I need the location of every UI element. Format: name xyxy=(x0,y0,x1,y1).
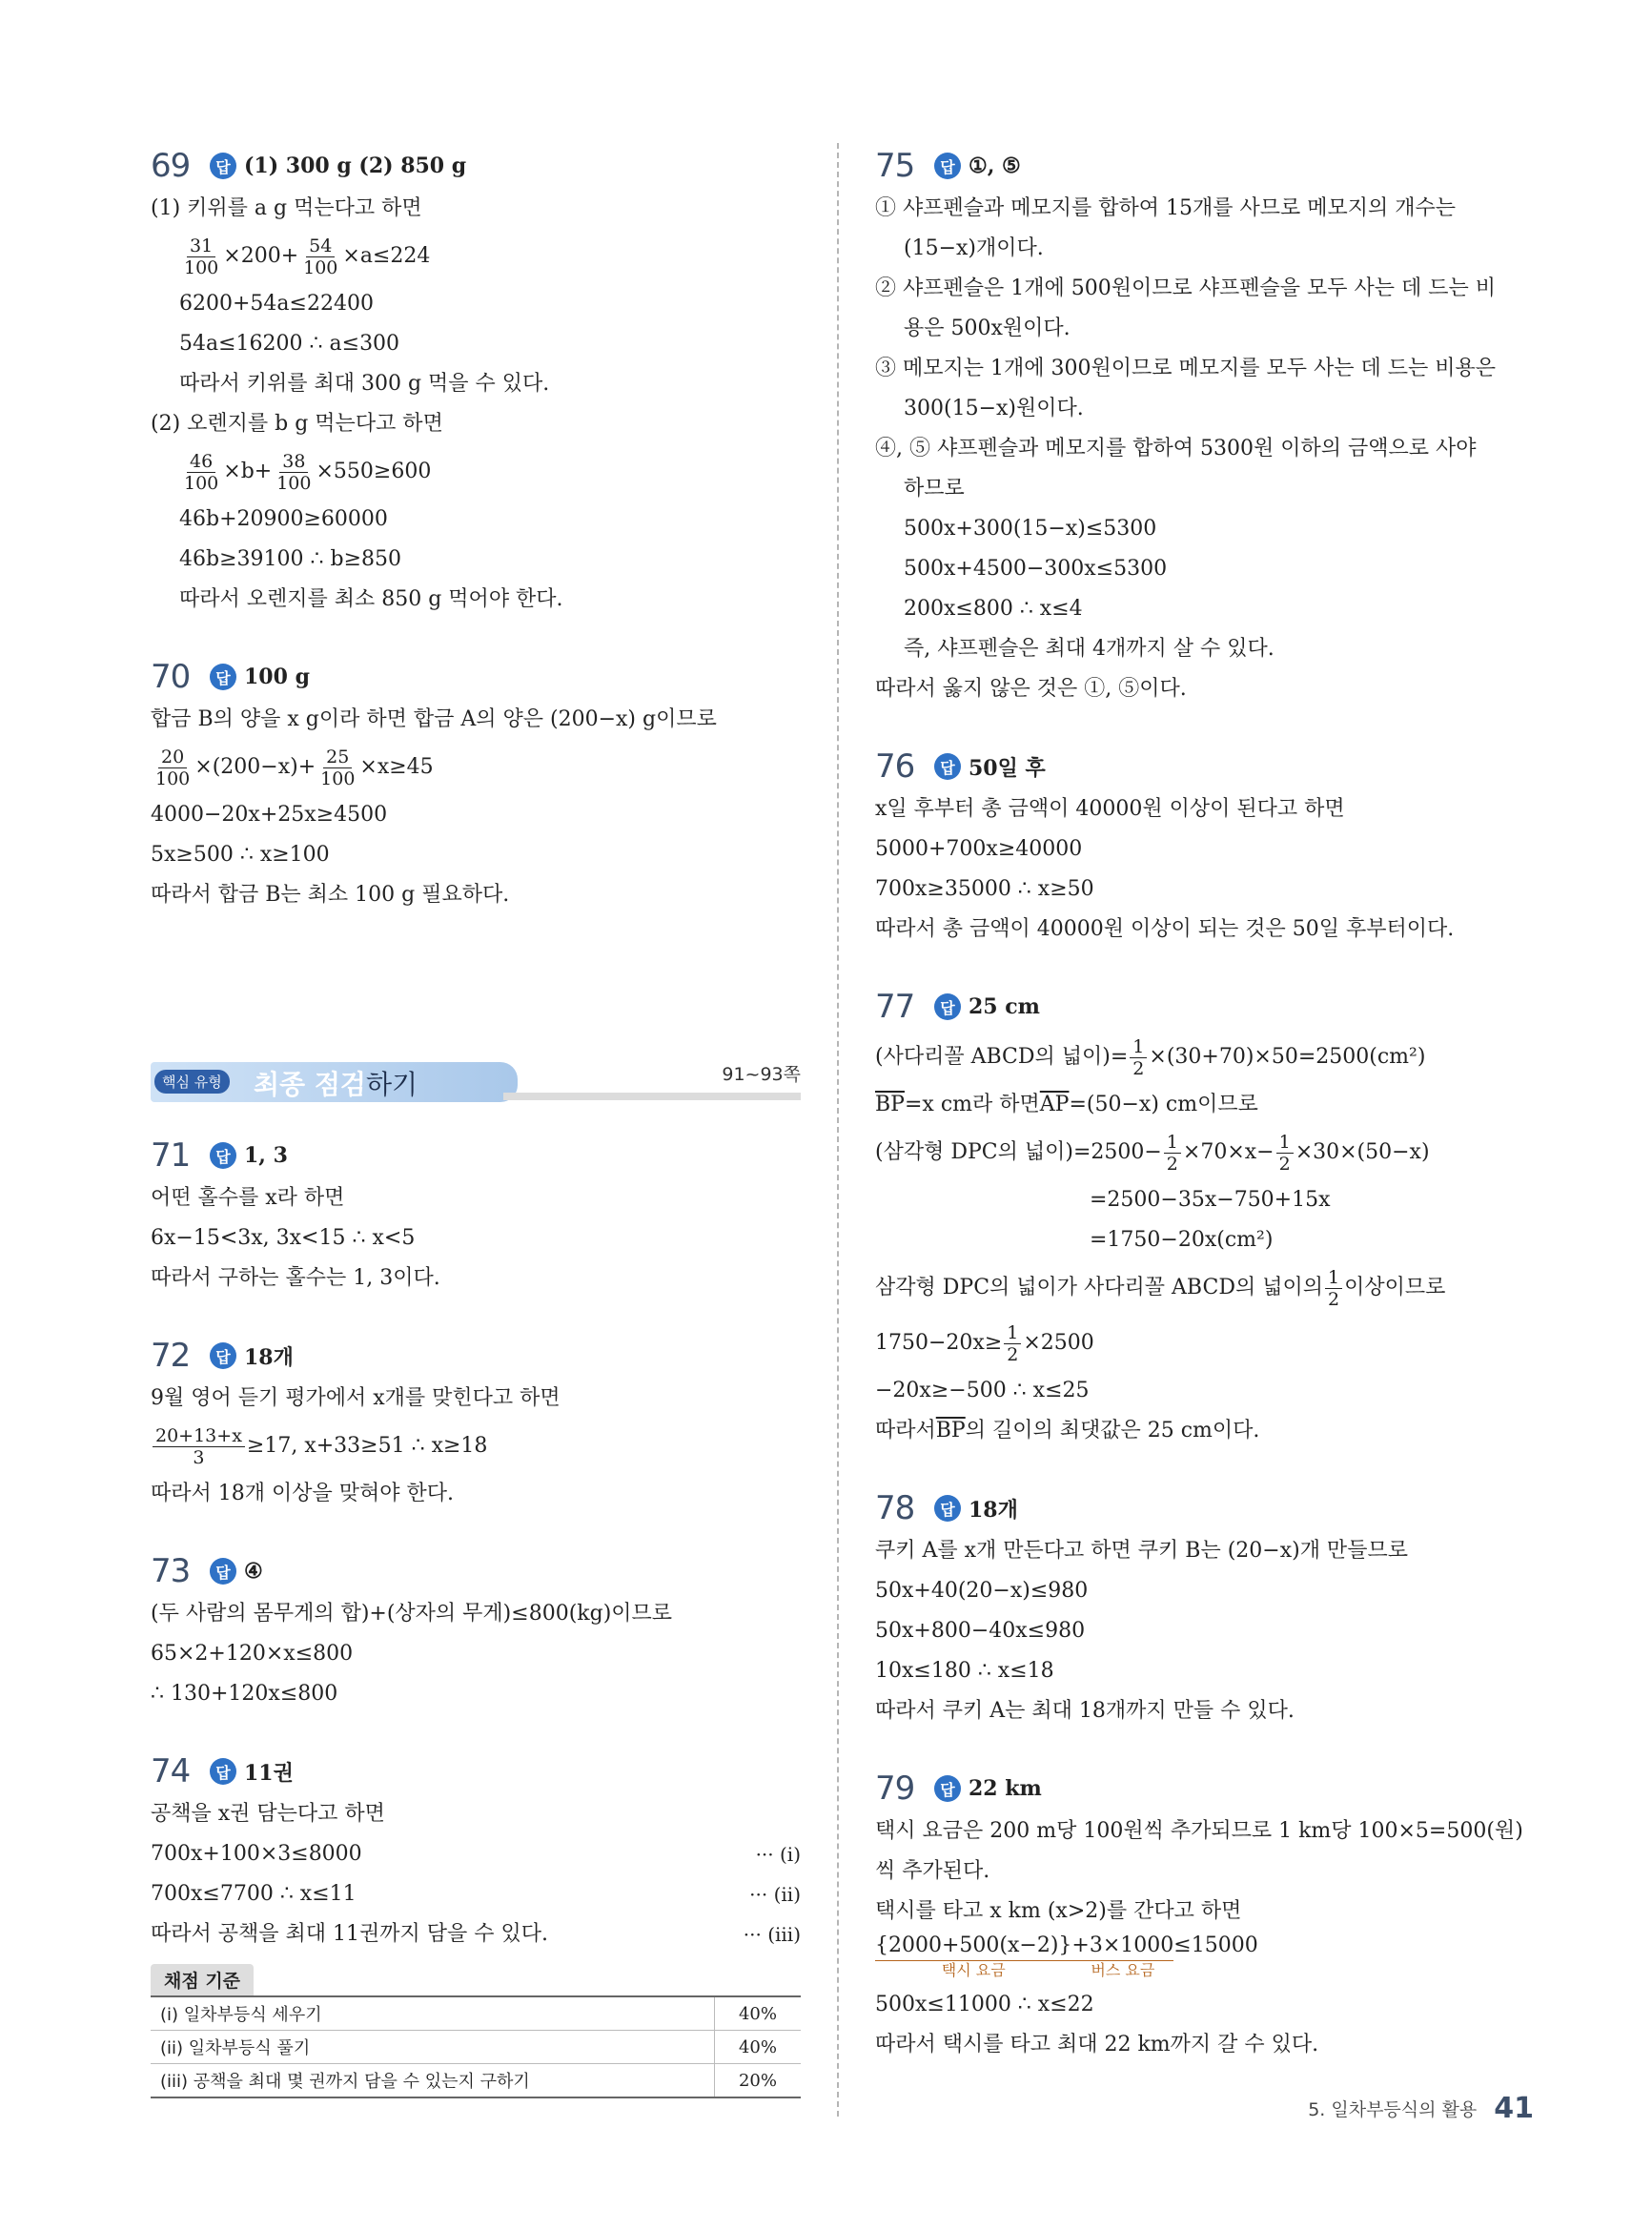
page-number: 41 xyxy=(1494,2092,1534,2125)
section-pill: 핵심 유형 xyxy=(154,1070,230,1094)
problem-number: 72 xyxy=(151,1337,191,1375)
line: 따라서 총 금액이 40000원 이상이 되는 것은 50일 후부터이다. xyxy=(875,917,1455,941)
answer-icon: 답 xyxy=(210,1342,236,1369)
line: 1750−20x≥ $\frac{1}{2}$ ×2500 xyxy=(875,1321,1094,1365)
problem-71 xyxy=(151,1133,801,1299)
problem-69 xyxy=(151,143,801,620)
answer: 18개 xyxy=(244,1344,294,1370)
table-row: (ii) 일차부등식 풀기 40% xyxy=(151,2031,801,2064)
problem-number: 75 xyxy=(875,147,915,185)
answer-icon: 답 xyxy=(934,1495,961,1522)
fraction: $\frac{54}{100}$ xyxy=(303,235,338,278)
answer-icon: 답 xyxy=(210,1558,236,1585)
line: 700x≥35000 ∴ x≥50 xyxy=(875,877,1094,901)
fraction: $\frac{20}{100}$ xyxy=(155,746,191,789)
page-footer xyxy=(1308,2092,1534,2125)
line: 500x≤11000 ∴ x≤22 xyxy=(875,1993,1094,2016)
line: $\frac{20}{100}$ ×(200−x)+ $\frac{25}{100}$ ×x≥45 xyxy=(151,740,801,795)
table-row: (i) 일차부등식 세우기 40% xyxy=(151,1996,801,2031)
line: 따라서 합금 B는 최소 100 g 필요하다. xyxy=(151,883,510,907)
line: 4000−20x+25x≥4500 xyxy=(151,803,388,827)
fraction: $\frac{1}{2}$ xyxy=(1276,1132,1294,1175)
line: 어떤 홀수를 x라 하면 xyxy=(151,1186,345,1210)
answer-icon: 답 xyxy=(934,993,961,1020)
line: 택시 요금은 200 m당 100원씩 추가되므로 1 km당 100×5=500(원) xyxy=(875,1819,1523,1843)
section-title: 최종 점검하기 xyxy=(254,1069,418,1100)
line: =2500−35x−750+15x xyxy=(1090,1188,1331,1212)
fraction: $\frac{1}{2}$ xyxy=(1325,1267,1342,1310)
answer: 50일 후 xyxy=(969,755,1046,781)
fraction: $\frac{1}{2}$ xyxy=(1164,1132,1181,1175)
answer: 100 g xyxy=(244,665,310,689)
line: 합금 B의 양을 x g이라 하면 합금 A의 양은 (200−x) g이므로 xyxy=(151,707,717,731)
line: 따라서 택시를 타고 최대 22 km까지 갈 수 있다. xyxy=(875,2033,1319,2056)
problem-72 xyxy=(151,1333,801,1514)
line: 300(15−x)원이다. xyxy=(904,397,1084,420)
line: −20x≥−500 ∴ x≤25 xyxy=(875,1379,1090,1402)
line: ∴ 130+120x≤800 xyxy=(151,1682,338,1706)
line: 65×2+120×x≤800 xyxy=(151,1642,354,1666)
problem-76 xyxy=(875,744,1535,950)
answer: 22 km xyxy=(969,1776,1042,1801)
line: 따라서 공책을 최대 11권까지 담을 수 있다. ··· (iii) xyxy=(151,1922,801,1946)
line: 9월 영어 듣기 평가에서 x개를 맞힌다고 하면 xyxy=(151,1386,561,1410)
answer-icon: 답 xyxy=(934,1775,961,1802)
line: $\frac{20+13+x}{3}$ ≥17, x+33≥51 ∴ x≥18 xyxy=(151,1419,801,1474)
chapter-title: 5. 일차부등식의 활용 xyxy=(1308,2099,1478,2120)
line: $\frac{46}{100}$ ×b+ $\frac{38}{100}$ ×550≥600 xyxy=(151,444,801,500)
answer-icon: 답 xyxy=(210,664,236,690)
line: ② 샤프펜슬은 1개에 500원이므로 샤프펜슬을 모두 사는 데 드는 비 xyxy=(875,276,1496,300)
problem-75 xyxy=(875,143,1535,709)
line: 따라서 $\overline{BP}$ 의 길이의 최댓값은 25 cm이다. xyxy=(875,1419,1260,1442)
line: 따라서 옳지 않은 것은 ①, ⑤이다. xyxy=(875,677,1187,701)
line: =1750−20x(cm²) xyxy=(1090,1228,1274,1252)
line: 하므로 xyxy=(904,477,965,501)
answer: 11권 xyxy=(244,1760,294,1786)
answer: (1) 300 g (2) 850 g xyxy=(244,153,467,178)
answer: 18개 xyxy=(969,1497,1018,1523)
underbrace-bus: +3×1000 버스 요금 xyxy=(1071,1933,1174,1979)
problem-number: 77 xyxy=(875,988,915,1026)
line: (삼각형 DPC의 넓이)=2500− $\frac{1}{2}$ ×70×x− $\frac{1}{2}$ ×30×(50−x) xyxy=(875,1131,1430,1175)
line: 500x+4500−300x≤5300 xyxy=(904,557,1168,581)
line: x일 후부터 총 금액이 40000원 이상이 된다고 하면 xyxy=(875,797,1345,821)
page-range: 91~93쪽 xyxy=(722,1064,801,1085)
problem-number: 69 xyxy=(151,147,191,185)
line: (두 사람의 몸무게의 합)+(상자의 무게)≤800(kg)이므로 xyxy=(151,1602,673,1626)
line: 6x−15<3x, 3x<15 ∴ x<5 xyxy=(151,1226,416,1250)
fraction: $\frac{20+13+x}{3}$ xyxy=(153,1425,245,1468)
line: 공책을 x권 담는다고 하면 xyxy=(151,1802,385,1826)
line: ① 샤프펜슬과 메모지를 합하여 15개를 사므로 메모지의 개수는 xyxy=(875,196,1456,220)
line: 5x≥500 ∴ x≥100 xyxy=(151,843,330,867)
problem-number: 76 xyxy=(875,747,915,786)
line: 200x≤800 ∴ x≤4 xyxy=(904,597,1083,621)
problem-78 xyxy=(875,1485,1535,1731)
fraction: $\frac{1}{2}$ xyxy=(1130,1036,1147,1079)
answer-icon: 답 xyxy=(210,1142,236,1169)
problem-number: 74 xyxy=(151,1752,191,1790)
table-row: (iii) 공책을 최대 몇 권까지 담을 수 있는지 구하기 20% xyxy=(151,2064,801,2098)
line: 50x+800−40x≤980 xyxy=(875,1619,1086,1643)
answer-icon: 답 xyxy=(934,753,961,780)
line: 삼각형 DPC의 넓이가 사다리꼴 ABCD의 넓이의 $\frac{1}{2}$ 이상이므로 xyxy=(875,1266,1446,1310)
problem-number: 71 xyxy=(151,1136,191,1175)
right-column xyxy=(875,143,1535,2099)
problem-73 xyxy=(151,1548,801,1714)
line: 쿠키 A를 x개 만든다고 하면 쿠키 B는 (20−x)개 만들므로 xyxy=(875,1539,1408,1563)
line: 10x≤180 ∴ x≤18 xyxy=(875,1659,1054,1683)
fraction: $\frac{1}{2}$ xyxy=(1004,1322,1021,1365)
line: 500x+300(15−x)≤5300 xyxy=(904,517,1157,541)
answer: ①, ⑤ xyxy=(969,153,1021,178)
problem-number: 73 xyxy=(151,1552,191,1590)
line: ④, ⑤ 샤프펜슬과 메모지를 합하여 5300원 이하의 금액으로 사야 xyxy=(875,437,1477,460)
line: 택시를 타고 x km (x>2)를 간다고 하면 xyxy=(875,1899,1242,1923)
problem-number: 79 xyxy=(875,1770,915,1808)
answer: ④ xyxy=(244,1559,263,1584)
line: 즉, 샤프펜슬은 최대 4개까지 살 수 있다. xyxy=(904,637,1275,661)
column-divider xyxy=(837,143,839,2117)
line: (사다리꼴 ABCD의 넓이)= $\frac{1}{2}$ ×(30+70)×50=2500(cm²) xyxy=(875,1035,1426,1079)
line: 따라서 쿠키 A는 최대 18개까지 만들 수 있다. xyxy=(875,1699,1295,1723)
problem-77 xyxy=(875,984,1535,1451)
grading-criteria xyxy=(151,1964,801,2098)
left-column xyxy=(151,143,801,2098)
answer: 25 cm xyxy=(969,994,1040,1019)
fraction: $\frac{25}{100}$ xyxy=(320,746,356,789)
line: 따라서 구하는 홀수는 1, 3이다. xyxy=(151,1266,440,1290)
line: 50x+40(20−x)≤980 xyxy=(875,1579,1089,1603)
line: (1) 키위를 a g 먹는다고 하면 xyxy=(151,196,422,220)
line: 6200+54a≤22400 xyxy=(179,292,374,316)
fraction: $\frac{46}{100}$ xyxy=(184,450,219,494)
problem-79 xyxy=(875,1766,1535,2065)
grading-label: 채점 기준 xyxy=(151,1964,254,1995)
line: 46b+20900≥60000 xyxy=(179,507,388,531)
line: 46b≥39100 ∴ b≥850 xyxy=(179,547,401,571)
answer-icon: 답 xyxy=(210,153,236,179)
line: 700x≤7700 ∴ x≤11 ··· (ii) xyxy=(151,1882,801,1906)
grading-table xyxy=(151,1995,801,2098)
section-banner xyxy=(151,1058,801,1106)
line: {2000+500(x−2)} 택시 요금 +3×1000 버스 요금 ≤15000 xyxy=(875,1933,1258,1979)
line: 따라서 18개 이상을 맞혀야 한다. xyxy=(151,1482,454,1505)
line: (2) 오렌지를 b g 먹는다고 하면 xyxy=(151,412,443,436)
line: 따라서 오렌지를 최소 850 g 먹어야 한다. xyxy=(179,587,563,611)
underbrace-taxi: {2000+500(x−2)} 택시 요금 xyxy=(875,1933,1072,1979)
line: 따라서 키위를 최대 300 g 먹을 수 있다. xyxy=(179,372,550,396)
problem-number: 78 xyxy=(875,1489,915,1527)
line: 씩 추가된다. xyxy=(875,1859,990,1883)
fraction: $\frac{38}{100}$ xyxy=(276,450,312,494)
answer-icon: 답 xyxy=(934,153,961,179)
line: $\frac{31}{100}$ ×200+ $\frac{54}{100}$ ×a≤224 xyxy=(151,229,801,284)
line: (15−x)개이다. xyxy=(904,236,1044,260)
problem-number: 70 xyxy=(151,658,191,696)
problem-74 xyxy=(151,1749,801,1954)
answer: 1, 3 xyxy=(244,1143,288,1168)
answer-icon: 답 xyxy=(210,1758,236,1785)
problem-70 xyxy=(151,654,801,915)
line: ③ 메모지는 1개에 300원이므로 메모지를 모두 사는 데 드는 비용은 xyxy=(875,357,1496,380)
line: 700x+100×3≤8000 ··· (i) xyxy=(151,1842,801,1866)
fraction: $\frac{31}{100}$ xyxy=(184,235,219,278)
line: 54a≤16200 ∴ a≤300 xyxy=(179,332,400,356)
line: $\overline{BP}$ =x cm라 하면 $\overline{AP}$ =(50−x) cm이므로 xyxy=(875,1093,1258,1116)
line: 5000+700x≥40000 xyxy=(875,837,1083,861)
line: 용은 500x원이다. xyxy=(904,317,1071,340)
